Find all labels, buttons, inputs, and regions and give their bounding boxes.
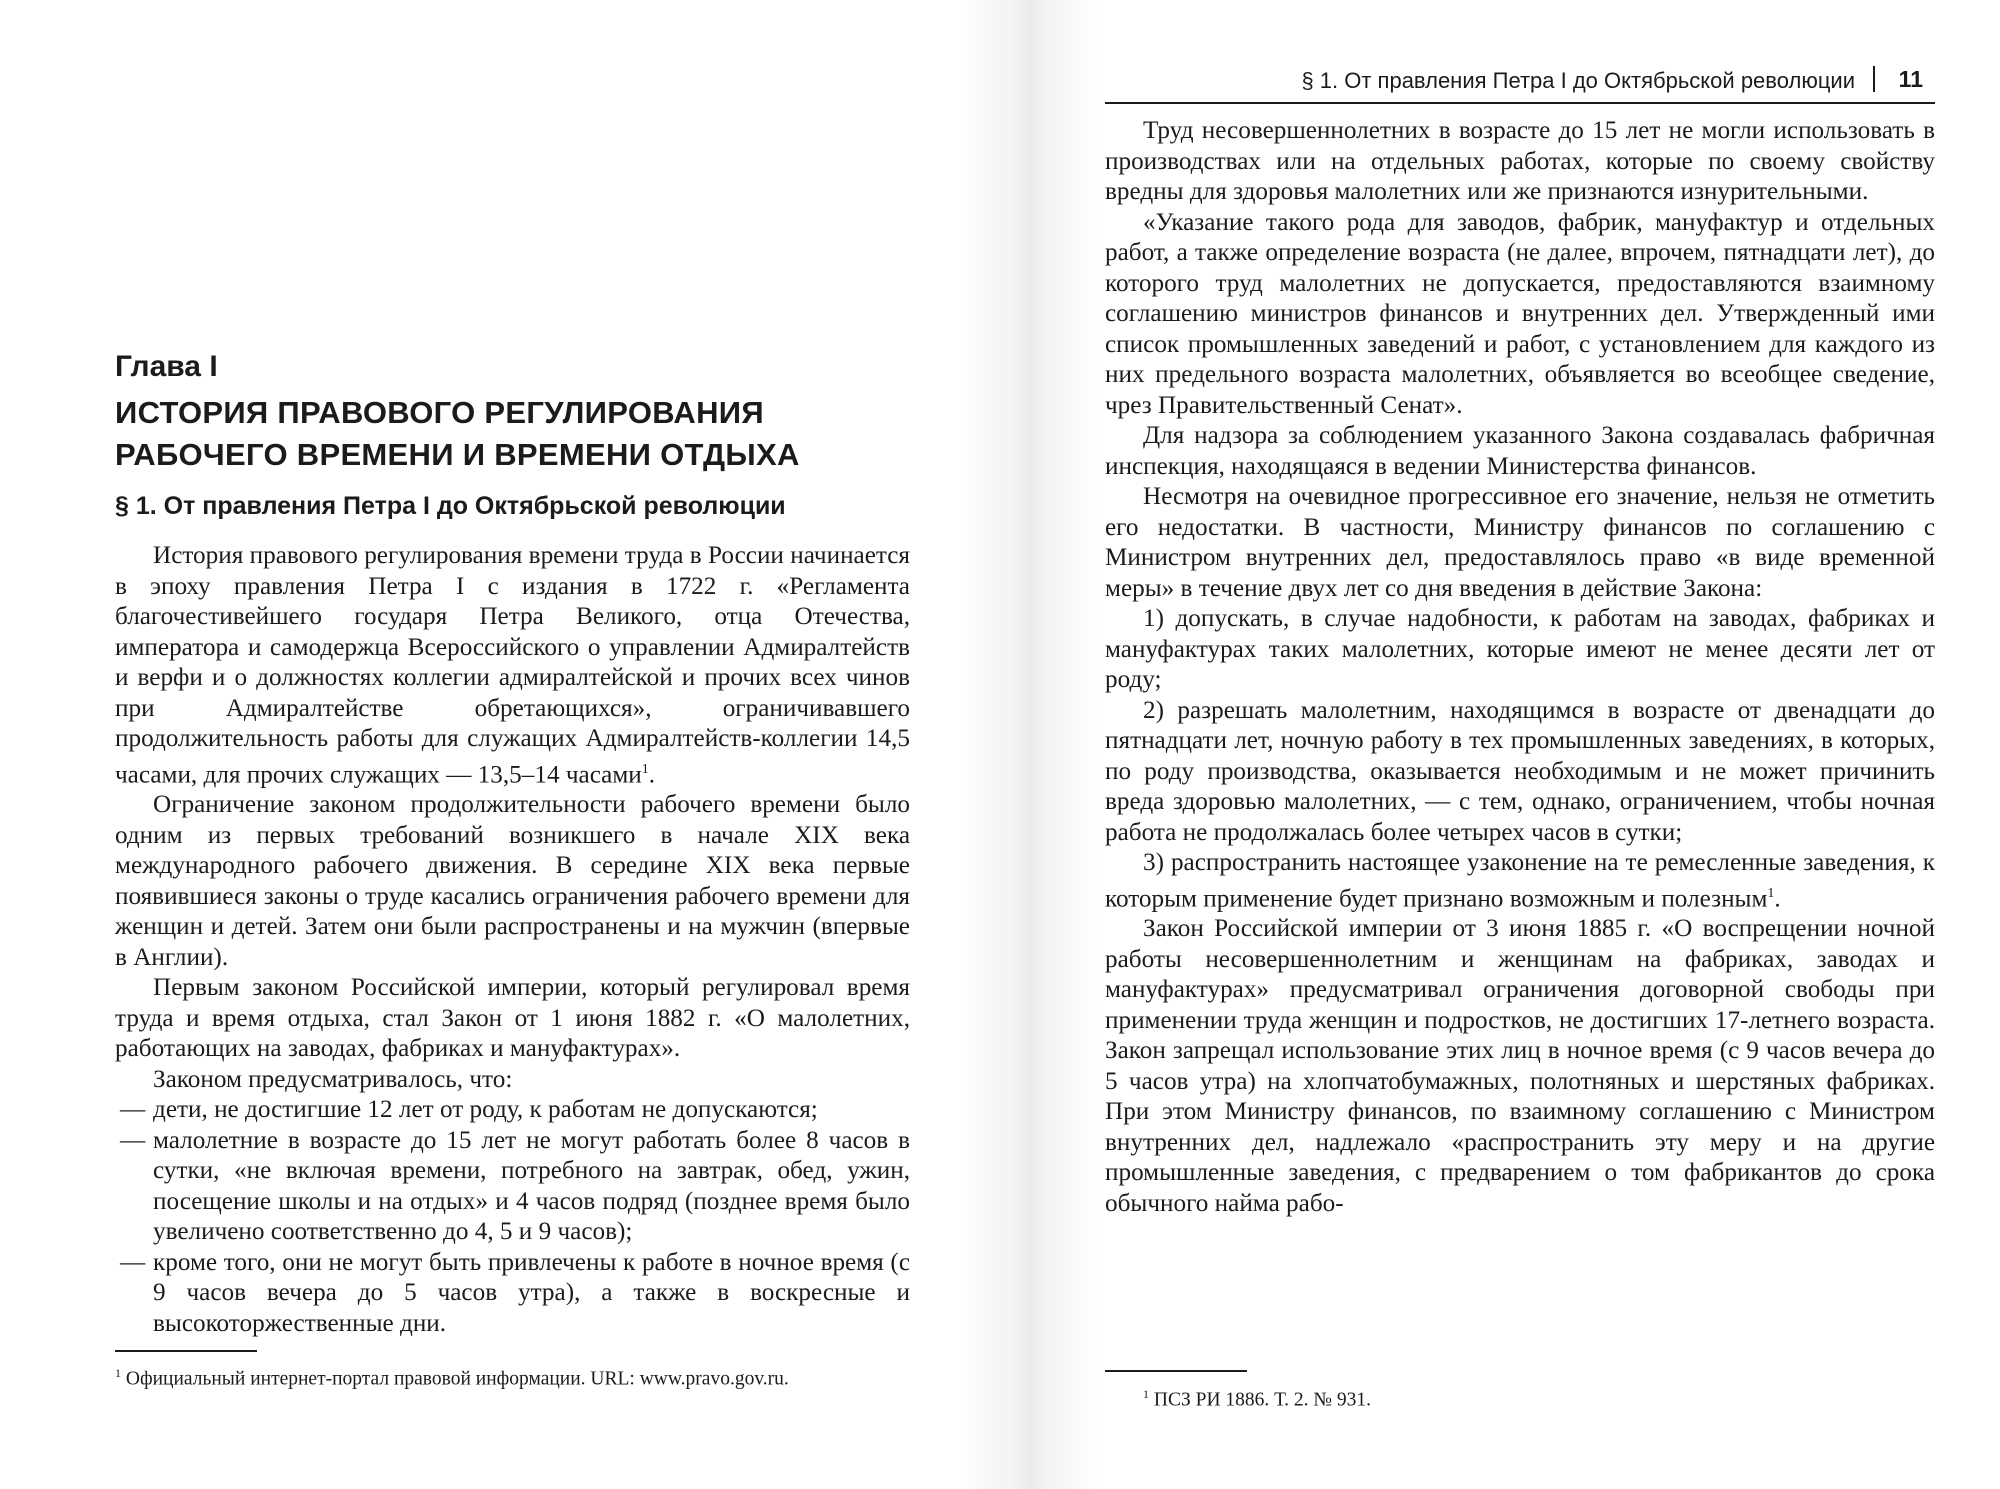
footnote-ref: 1 — [1767, 885, 1775, 901]
book-gutter — [960, 0, 1100, 1489]
numbered-item: 1) допускать, в случае надобности, к работам на заводах, фабриках и мануфактурах таких малолетних, которые имеют не менее десяти лет от роду; — [1105, 605, 1935, 693]
list-dash: — — [120, 1126, 146, 1154]
running-head-divider — [1873, 66, 1875, 92]
paragraph: «Указание такого рода для заводов, фабрик, мануфактур и отдельных работ, а также определение возраста (не далее, впрочем, пятнадцати лет), до которого труд малолетних не допускается, предоставляются взаимному соглашению министров финансов и внутренних дел. Утвержденный ими список промышленных заведений и работ, с установлением для каждого из них предельного возраста малолетних, объявляется во всеобщее сведение, чрез Правительственный Сенат». — [1105, 208, 1935, 419]
section-title: § 1. От правления Петра I до Октябрьской революции — [115, 492, 786, 520]
chapter-title-line-1: ИСТОРИЯ ПРАВОВОГО РЕГУЛИРОВАНИЯ — [115, 395, 764, 430]
paragraph: Законом предусматривалось, что: — [153, 1065, 513, 1093]
paragraph: Для надзора за соблюдением указанного Закона создавалась фабричная инспекция, находящаяся в ведении Министерства финансов. — [1105, 422, 1935, 480]
list-item-text: дети, не достигшие 12 лет от роду, к работам не допускаются; — [153, 1096, 818, 1124]
footnote-rule — [1105, 1370, 1247, 1372]
chapter-label: Глава I — [115, 350, 218, 383]
paragraph: История правового регулирования времени труда в России начинается в эпоху правления Петра I с издания в 1722 г. «Регламента благочестивейшего государя Петра Великого, отца Отечества, императора и самодержца Всероссийского о управлении Адмиралтейств и верфи и о должностях коллегии адмиралтейской и прочих всех чинов при Адмиралтействе обретающихся», ограничивавшего продолжительность работы для служащих Адмиралтейств-коллегии 14,5 часами, для прочих служащих — 13,5–14 часами$^1$. — [115, 542, 910, 788]
list-item-text: малолетние в возрасте до 15 лет не могут работать более 8 часов в сутки, «не включая времени, потребного на завтрак, обед, ужин, посещение школы и на отдых» и 4 часов подряд (позднее время было увеличено соответственно до 4, 5 и 9 часов); — [153, 1126, 910, 1246]
footnote — [115, 1360, 910, 1393]
page-number: 11 — [1898, 66, 1923, 92]
running-head — [1105, 62, 1935, 104]
footnote-rule — [115, 1350, 257, 1352]
footnote-text: ПСЗ РИ 1886. Т. 2. № 931. — [1153, 1389, 1371, 1411]
list-item — [115, 1095, 910, 1126]
paragraph: Несмотря на очевидное прогрессивное его значение, нельзя не отметить его недостатки. В частности, Министру финансов по соглашению с Министром внутренних дел, предоставлялось право «в виде временной меры» в течение двух лет со дня введения в действие Закона: — [1105, 483, 1935, 602]
numbered-item: 2) разрешать малолетним, находящимся в возрасте от двенадцати до пятнадцати лет, ночную работу в тех промышленных заведениях, в которых, по роду производства, оказывается необходимым и не может причинить вреда здоровью малолетних, — с тем, однако, ограничением, чтобы ночная работа не продолжалась более четырех часов в сутки; — [1105, 696, 1935, 846]
footnote-ref: 1 — [641, 761, 649, 777]
left-page-body — [115, 541, 910, 1339]
list-dash: — — [120, 1248, 146, 1276]
footnote — [1143, 1381, 1933, 1414]
running-head-title: § 1. От правления Петра I до Октябрьской революции — [1301, 68, 1855, 93]
list-item — [115, 1126, 910, 1248]
footnote-mark: 1 — [115, 1366, 121, 1380]
footnote-text: Официальный интернет-портал правовой информации. URL: www.pravo.gov.ru. — [125, 1368, 789, 1390]
paragraph: Труд несовершеннолетних в возрасте до 15 лет не могли использовать в производствах или на отдельных работах, которые по своему свойству вредны для здоровья малолетних или же признаются изнурительными. — [1105, 117, 1935, 205]
list-item-text: кроме того, они не могут быть привлечены к работе в ночное время (с 9 часов вечера до 5 часов утра), а также в воскресные и высокоторжественные дни. — [153, 1248, 910, 1337]
numbered-item-text: 3) распространить настоящее узаконение на те ремесленные заведения, к которым применение будет признано возможным и полезным — [1105, 849, 1935, 912]
list-dash: — — [120, 1096, 146, 1124]
right-page-body — [1105, 116, 1935, 1219]
paragraph: Ограничение законом продолжительности рабочего времени было одним из первых требований возникшего в начале XIX века международного рабочего движения. В середине XIX века первые появившиеся законы о труде касались ограничения рабочего времени для женщин и детей. Затем они были распространены и на мужчин (впервые в Англии). — [115, 791, 910, 971]
paragraph-text: История правового регулирования времени труда в России начинается в эпоху правления Петра I с издания в 1722 г. «Регламента благочестивейшего государя Петра Великого, отца Отечества, императора и самодержца Всероссийского о управлении Адмиралтейств и верфи и о должностях коллегии адмиралтейской и прочих всех чинов при Адмиралтействе обретающихся», ограничивавшего продолжительность работы для служащих Адмиралтейств-коллегии 14,5 часами, для прочих служащих — 13,5–14 часами — [115, 542, 910, 788]
numbered-item: 3) распространить настоящее узаконение на те ремесленные заведения, к которым применение будет признано возможным и полезным$^1$. — [1105, 849, 1935, 912]
chapter-title-line-2: РАБОЧЕГО ВРЕМЕНИ И ВРЕМЕНИ ОТДЫХА — [115, 437, 800, 472]
list-item — [115, 1248, 910, 1340]
paragraph: Закон Российской империи от 3 июня 1885 г. «О воспрещении ночной работы несовершеннолетним и женщинам на фабриках, заводах и мануфактурах» предусматривал ограничения договорной свободы при применении труда женщин и подростков, не достигших 17-летнего возраста. Закон запрещал использование этих лиц в ночное время (с 9 часов вечера до 5 часов утра) на хлопчатобумажных, полотняных и шерстяных фабриках. При этом Министру финансов, по взаимному соглашению с Министром внутренних дел, надлежало «распространить эту меру и на другие промышленные заведения, с предварением о том фабрикантов до срока обычного найма рабо- — [1105, 915, 1935, 1217]
chapter-title — [115, 392, 800, 476]
paragraph: Первым законом Российской империи, который регулировал время труда и время отдыха, стал Закон от 1 июня 1882 г. «О малолетних, работающих на заводах, фабриках и мануфактурах». — [115, 974, 910, 1063]
footnote-mark: 1 — [1143, 1387, 1149, 1401]
